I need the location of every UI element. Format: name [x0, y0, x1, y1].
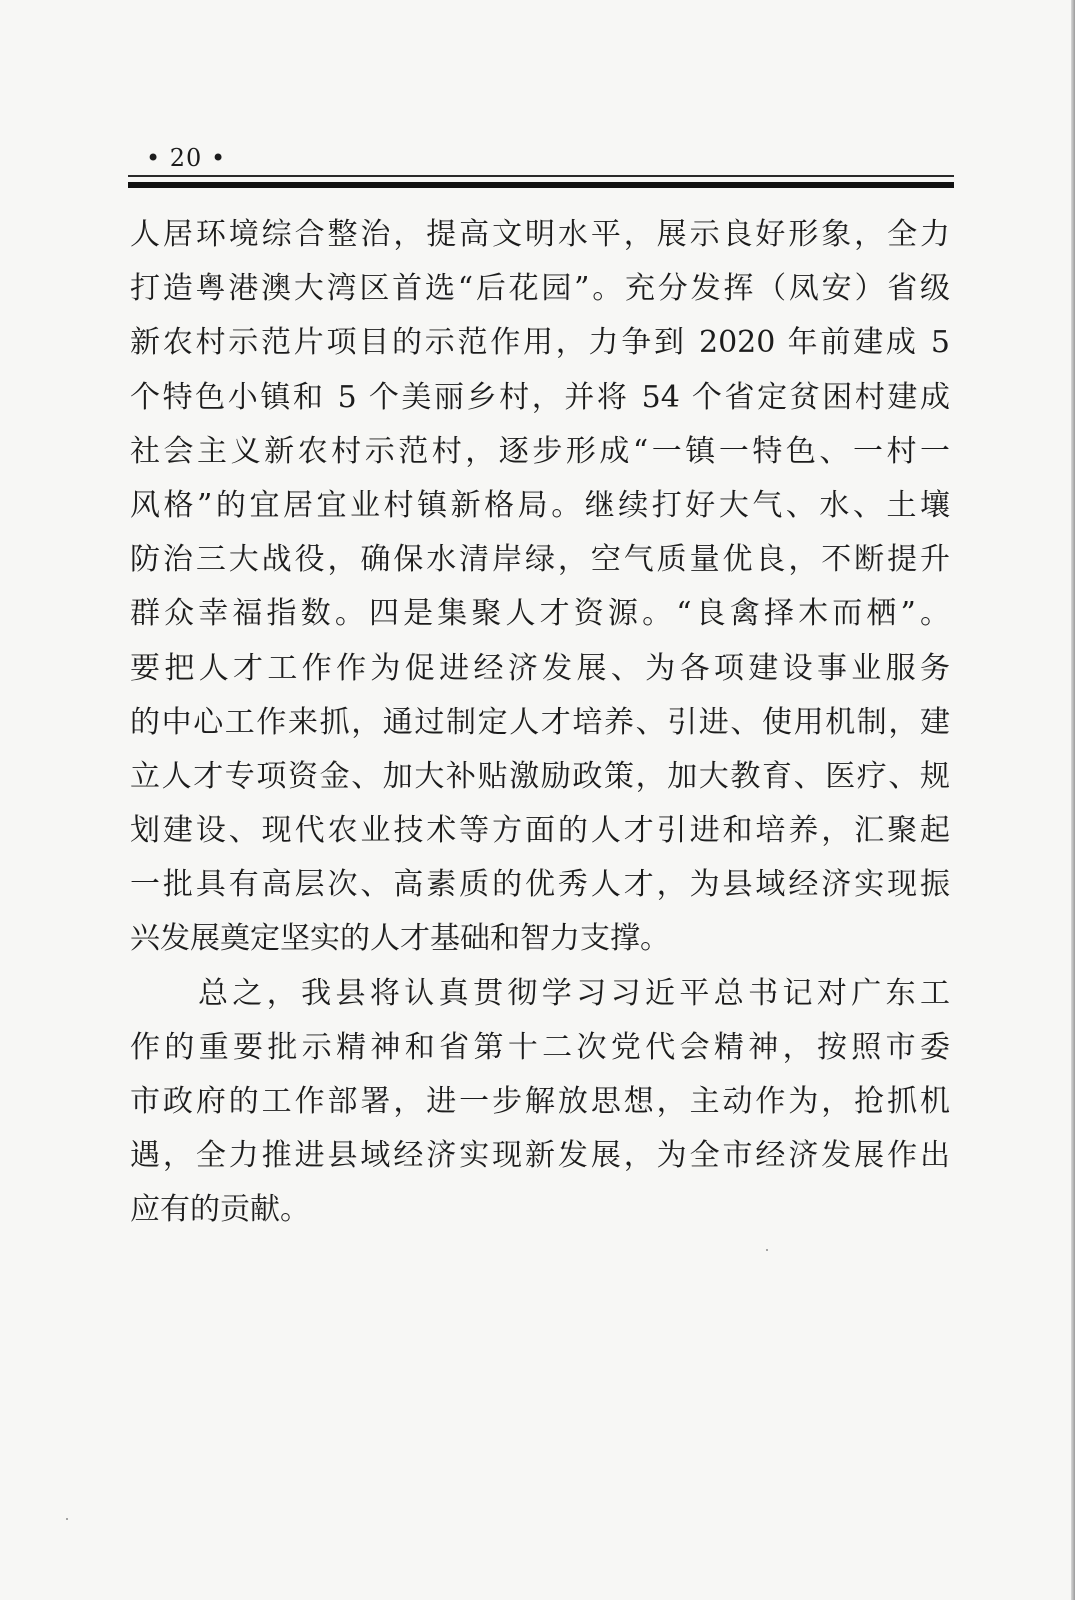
text-line: 作的重要批示精神和省第十二次党代会精神，按照市委	[130, 1029, 950, 1065]
paragraph-2	[130, 967, 950, 1238]
text-line: 立人才专项资金、加大补贴激励政策，加大教育、医疗、规	[130, 758, 950, 794]
text-line: 风格”的宜居宜业村镇新格局。继续打好大气、水、土壤	[130, 487, 950, 523]
text-line: 的中心工作来抓，通过制定人才培养、引进、使用机制，建	[130, 704, 950, 740]
page-header	[128, 140, 954, 190]
header-rule-thick	[128, 182, 954, 188]
text-line: 遇，全力推进县域经济实现新发展，为全市经济发展作出	[130, 1138, 950, 1174]
text-line: 市政府的工作部署，进一步解放思想，主动作为，抢抓机	[130, 1084, 950, 1119]
page-number: • 20 •	[146, 144, 227, 172]
scan-speck	[66, 1518, 68, 1520]
header-rule-thin	[128, 175, 954, 177]
text-line: 要把人才工作作为促进经济发展、为各项建设事业服务	[130, 650, 950, 686]
text-line: 一批具有高层次、高素质的优秀人才，为县域经济实现振	[130, 867, 950, 903]
text-line: 打造粤港澳大湾区首选“后花园”。充分发挥（凤安）省级	[130, 271, 950, 307]
body-text	[130, 208, 950, 1238]
text-line: 防治三大战役，确保水清岸绿，空气质量优良，不断提升	[130, 542, 950, 578]
text-line: 人居环境综合整治，提高文明水平，展示良好形象，全力	[130, 217, 950, 252]
scan-edge	[1071, 0, 1075, 1600]
paragraph-1	[130, 208, 950, 967]
text-line: 个特色小镇和 5 个美丽乡村，并将 54 个省定贫困村建成	[130, 379, 950, 415]
scan-speck	[766, 1249, 768, 1251]
text-line: 划建设、现代农业技术等方面的人才引进和培养，汇聚起	[130, 813, 950, 849]
text-line: 兴发展奠定坚实的人才基础和智力支撑。	[130, 921, 670, 957]
text-line: 新农村示范片项目的示范作用，力争到 2020 年前建成 5	[130, 325, 950, 361]
text-line: 社会主义新农村示范村，逐步形成“一镇一特色、一村一	[130, 433, 950, 469]
text-line: 总之，我县将认真贯彻学习习近平总书记对广东工	[198, 975, 950, 1011]
text-line: 应有的贡献。	[130, 1192, 310, 1228]
text-line: 群众幸福指数。四是集聚人才资源。“良禽择木而栖”。	[130, 596, 950, 632]
